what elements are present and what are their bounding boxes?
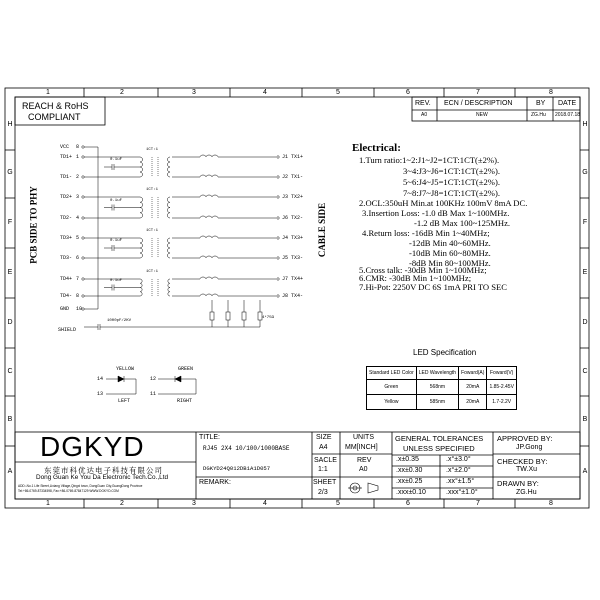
drawn-label: DRAWN BY: — [497, 479, 539, 488]
row-letter: A — [582, 468, 588, 475]
left-pin-number: 1 — [76, 154, 80, 160]
column-number: 3 — [192, 500, 196, 507]
column-number: 2 — [120, 89, 124, 96]
ratio-label: 1CT:1 — [146, 270, 159, 274]
scale-value: 1:1 — [318, 466, 328, 473]
tolerance-angular: .x°±3.0° — [446, 456, 471, 463]
electrical-spec-line: 7~8:J7~J8=1CT:1CT(±2%). — [403, 188, 500, 198]
electrical-spec-line: 3.Insertion Loss: -1.0 dB Max 1~100MHz. — [362, 208, 510, 218]
led-table-cell: 20mA — [459, 395, 487, 410]
left-pin-number: 4 — [76, 215, 80, 221]
column-number: 2 — [120, 500, 124, 507]
title-label: TITLE: — [199, 434, 221, 441]
cap-label: 0.1uF — [110, 278, 123, 283]
date-value: 2018.07.18 — [555, 112, 581, 118]
led-table-cell: Yellow — [367, 395, 417, 410]
ratio-label: 1CT:1 — [146, 148, 159, 152]
yellow-led-label: YELLOW — [116, 366, 135, 372]
row-letter: H — [582, 121, 588, 128]
tolerance-linear: .xx±0.30 — [396, 467, 423, 474]
resistor-label: 4*75Ω — [262, 316, 275, 320]
row-letter: F — [7, 219, 13, 226]
led-table-header: LED Wavelength — [416, 367, 458, 380]
left-pin-number: 8 — [76, 144, 80, 150]
pcb-side-label: PCB SIDE TO PHY — [28, 186, 39, 264]
led-table-header: Standard LED Color — [367, 367, 417, 380]
by-value: ZG.Hu — [531, 112, 546, 118]
right-pin-label: J2 TX1- — [282, 174, 304, 180]
ecn-header: ECN / DESCRIPTION — [444, 100, 513, 107]
led-spec-title: LED Specification — [413, 348, 477, 357]
cap-label: 0.1uF — [110, 239, 123, 243]
row-letter: E — [582, 269, 588, 276]
tolerance-linear: .xxx±0.10 — [396, 489, 426, 496]
led-table-cell: 568nm — [416, 380, 458, 395]
cap-label: 0.1uF — [110, 158, 123, 162]
size-value: A4 — [319, 444, 328, 451]
left-pin-label: TD4+ — [60, 276, 73, 282]
left-pin-number: 2 — [76, 174, 80, 180]
company-contact: Tel:+86-0769-87334598, Fax:+86-0769-87847129 WWW.DGKYD.COM — [18, 489, 119, 493]
approved-label: APPROVED BY: — [497, 434, 553, 443]
row-letter: D — [7, 319, 13, 326]
part-number: DGKYD24Q012DB1A1D057 — [203, 465, 271, 472]
projection-symbol — [348, 483, 378, 493]
column-number: 6 — [406, 89, 410, 96]
row-letter: E — [7, 269, 13, 276]
company-name-en: Dong Guan Ke You Da Electronic Tech.Co.,Ltd — [36, 474, 169, 481]
shield-cap-label: 1000pF/2KV — [107, 319, 132, 323]
led-table-row — [367, 395, 517, 410]
cable-side-label: CABLE SIDE — [317, 202, 328, 258]
led-table-header: Foward(A) — [459, 367, 487, 380]
row-letter: C — [7, 368, 13, 375]
pin14-label: 14 — [97, 376, 104, 382]
left-pin-label: TD3+ — [60, 235, 73, 241]
column-number: 1 — [46, 89, 50, 96]
checked-label: CHECKED BY: — [497, 457, 548, 466]
left-pin-number: 8 — [76, 293, 80, 299]
left-pin-label: TD4- — [60, 293, 73, 299]
left-pin-number: 5 — [76, 235, 80, 241]
column-number: 7 — [476, 500, 480, 507]
shield-label: SHIELD — [58, 327, 77, 333]
electrical-spec-line: -12dB Min 40~60MHz. — [409, 238, 491, 248]
right-pin-label: J3 TX2+ — [282, 194, 304, 200]
led-table-cell: Green — [367, 380, 417, 395]
column-number: 3 — [192, 89, 196, 96]
left-pin-label: GND — [60, 306, 70, 312]
left-pin-label: TD1+ — [60, 154, 73, 160]
led-table-row — [367, 380, 517, 395]
by-header: BY — [536, 100, 546, 107]
column-number: 8 — [549, 89, 553, 96]
row-letter: D — [582, 319, 588, 326]
electrical-spec-line: 5~6:J4~J5=1CT:1CT(±2%). — [403, 177, 500, 187]
electrical-spec-line: 2.OCL:350uH Min.at 100KHz 100mV 8mA DC. — [359, 198, 528, 208]
right-pin-label: J1 TX1+ — [282, 154, 304, 160]
column-number: 7 — [476, 89, 480, 96]
electrical-spec-line: 5.Cross talk: -30dB Min 1~100MHz; — [359, 265, 487, 275]
led-table-cell: 585nm — [416, 395, 458, 410]
left-pin-label: VCC — [60, 144, 70, 150]
electrical-spec-line: 6.CMR: -30dB Min 1~100MHz; — [359, 273, 472, 283]
ratio-label: 1CT:1 — [146, 229, 159, 233]
ratio-label: 1CT:1 — [146, 188, 159, 192]
led-table-cell: 1.85-2.45V — [487, 380, 516, 395]
company-logo: DGKYD — [40, 431, 145, 462]
row-letter: A — [7, 468, 13, 475]
left-pin-label: TD2- — [60, 215, 73, 221]
tolerance-title-2: UNLESS SPECIFIED — [403, 444, 475, 453]
row-letter: B — [7, 416, 13, 423]
led-spec-table — [366, 366, 517, 410]
row-letter: G — [7, 169, 13, 176]
remark-label: REMARK: — [199, 479, 231, 486]
checked-value: TW.Xu — [516, 466, 538, 473]
column-number: 5 — [336, 500, 340, 507]
column-number: 5 — [336, 89, 340, 96]
column-number: 8 — [549, 500, 553, 507]
pin13-label: 13 — [97, 391, 104, 397]
title-value: RJ45 2X4 10/100/1000BASE — [203, 445, 290, 452]
approved-value: JP.Gong — [516, 444, 543, 451]
tolerance-angular: .xx°±1.5° — [446, 478, 475, 485]
right-pin-label: J6 TX2- — [282, 215, 304, 221]
left-led-label: LEFT — [118, 398, 131, 404]
size-label: SIZE — [316, 434, 332, 441]
column-number: 4 — [263, 89, 267, 96]
units-value: MM[INCH] — [345, 444, 378, 451]
rohs-label: COMPLIANT — [28, 112, 81, 122]
left-pin-label: TD3- — [60, 255, 73, 261]
column-number: 6 — [406, 500, 410, 507]
rev-label-tb: REV — [357, 457, 372, 464]
company-address: ADD:-No.1 Life Street,Lixiang Village,Qingxi town, DongGuan City,GuangDong Province — [18, 484, 143, 488]
row-letter: B — [582, 416, 588, 423]
sheet-value: 2/3 — [318, 489, 328, 496]
row-letter: G — [582, 169, 588, 176]
left-pin-number: 6 — [76, 255, 80, 261]
electrical-spec-line: -8dB Min 80~100MHz. — [409, 258, 491, 268]
rev-header: REV. — [415, 100, 431, 107]
green-led-label: GREEN — [178, 366, 194, 372]
row-letter: F — [582, 219, 588, 226]
right-pin-label: J8 TX4- — [282, 293, 304, 299]
reach-label: REACH & RoHS — [22, 101, 89, 111]
left-pin-label: TD2+ — [60, 194, 73, 200]
scale-label: SACLE — [314, 457, 337, 464]
rev-value-tb: A0 — [359, 466, 368, 473]
rev-value: A0 — [421, 112, 428, 118]
led-table-cell: 1.7-2.2V — [487, 395, 516, 410]
led-table-cell: 20mA — [459, 380, 487, 395]
electrical-spec-line: -10dB Min 60~80MHz. — [409, 248, 491, 258]
date-header: DATE — [558, 100, 577, 107]
drawn-value: ZG.Hu — [516, 489, 537, 496]
row-letter: H — [7, 121, 13, 128]
tolerance-angular: .x°±2.0° — [446, 467, 471, 474]
pin11-label: 11 — [150, 391, 157, 397]
pin12-label: 12 — [150, 376, 157, 382]
tolerance-angular: .xxx°±1.0° — [446, 489, 478, 496]
tolerance-title-1: GENERAL TOLERANCES — [395, 434, 484, 443]
electrical-spec-line: 4.Return loss: -16dB Min 1~40MHz; — [362, 228, 490, 238]
ecn-value: NEW — [476, 112, 488, 118]
left-pin-number: 7 — [76, 276, 80, 282]
right-led-label: RIGHT — [177, 398, 193, 404]
left-pin-label: TD1- — [60, 174, 73, 180]
electrical-spec-line: 1.Turn ratio:1~2:J1~J2=1CT:1CT(±2%). — [359, 155, 500, 165]
column-number: 1 — [46, 500, 50, 507]
led-table-header: Foward(V) — [487, 367, 516, 380]
units-label: UNITS — [353, 434, 374, 441]
electrical-spec-line: 3~4:J3~J6=1CT:1CT(±2%). — [403, 166, 500, 176]
electrical-spec-line: -1.2 dB Max 100~125MHz. — [414, 218, 511, 228]
tolerance-linear: .x±0.35 — [396, 456, 419, 463]
column-number: 4 — [263, 500, 267, 507]
company-name-cn: 东莞市科优达电子科技有限公司 — [44, 466, 163, 475]
cap-label: 0.1uF — [110, 198, 123, 203]
right-pin-label: J5 TX3- — [282, 255, 304, 261]
right-pin-label: J4 TX3+ — [282, 235, 304, 241]
left-pin-number: 3 — [76, 194, 80, 200]
sheet-label: SHEET — [313, 479, 337, 486]
electrical-title: Electrical: — [352, 142, 401, 154]
tolerance-linear: .xx±0.25 — [396, 478, 423, 485]
right-pin-label: J7 TX4+ — [282, 276, 304, 282]
electrical-spec-line: 7.Hi-Pot: 2250V DC 6S 1mA PRI TO SEC — [359, 282, 508, 292]
row-letter: C — [582, 368, 588, 375]
left-pin-number: 10 — [76, 306, 83, 312]
